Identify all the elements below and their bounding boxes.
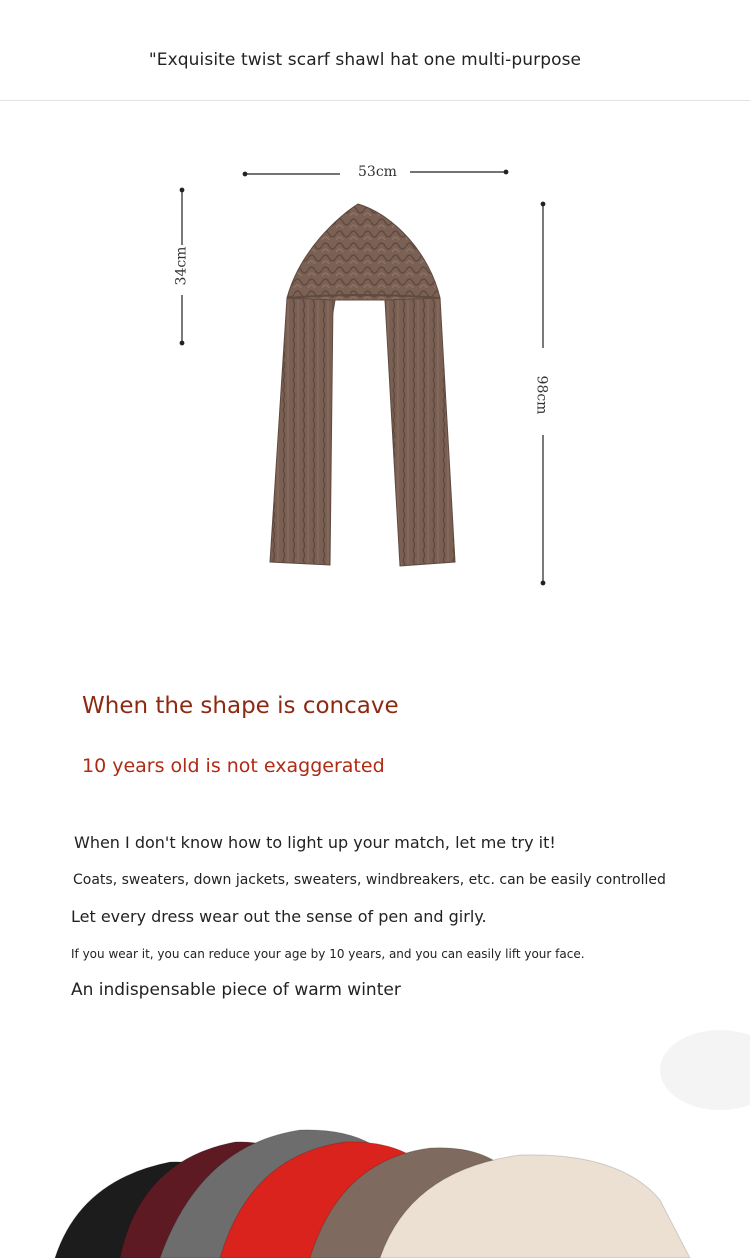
scarf-hat-image — [270, 204, 455, 566]
promo-line: Coats, sweaters, down jackets, sweaters, windbreakers, etc. can be easily controlled — [73, 872, 666, 888]
promo-line: An indispensable piece of warm winter — [71, 980, 401, 1000]
hat-color-lineup-image — [0, 1030, 750, 1258]
promo-subheading: 10 years old is not exaggerated — [82, 755, 385, 777]
hood-height-label: 34cm — [173, 246, 190, 286]
length-label: 98cm — [533, 375, 550, 415]
promo-line: When I don't know how to light up your match, let me try it! — [74, 833, 556, 852]
page-header — [0, 0, 750, 101]
width-label: 53cm — [358, 164, 397, 180]
promo-line: Let every dress wear out the sense of pen and girly. — [71, 907, 487, 926]
promo-line: If you wear it, you can reduce your age by 10 years, and you can easily lift your face. — [71, 947, 585, 961]
page-title: "Exquisite twist scarf shawl hat one multi-purpose — [148, 50, 582, 70]
promo-heading: When the shape is concave — [82, 693, 399, 719]
